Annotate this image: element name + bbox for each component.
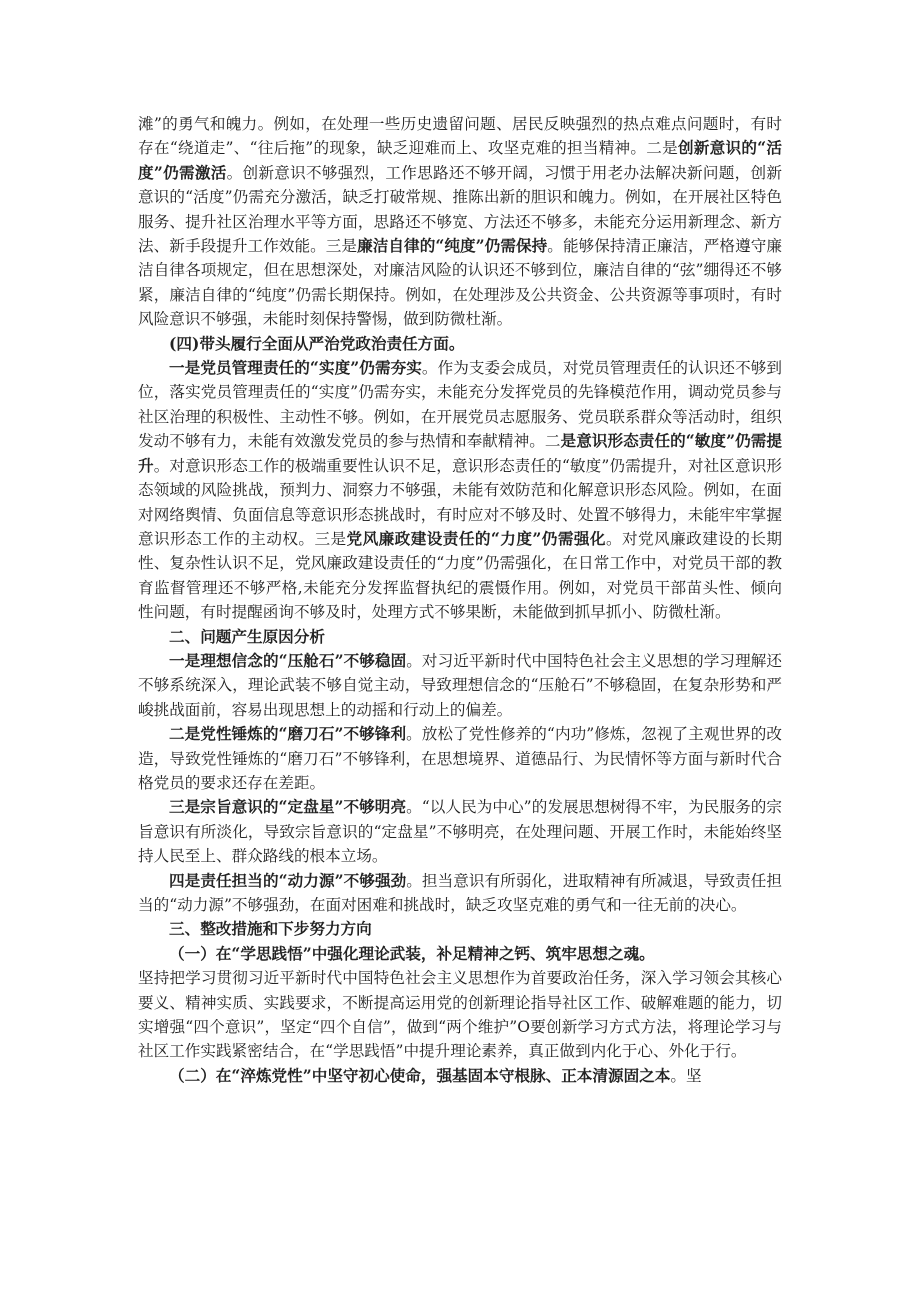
bold-text: 创新意识的“活度”仍需激活 [138, 138, 782, 182]
text-run: 坚持把学习贯彻习近平新时代中国特色社会主义思想作为首要政治任务，深入学习领会其核心要义、精神实质、实践要求，不断提高运用党的创新理论指导社区工作、破解难题的能力，切实增强“四个意识”，坚定“四个自信”，做到“两个维护”O要创新学习方式方法，将理论学习与社区工作实践紧密结合，在“学思践悟”中提升理论素养，真正做到内化于心、外化于行。 [138, 969, 782, 1061]
body-paragraph [138, 112, 782, 332]
text-run: 。对习近平新时代中国特色社会主义思想的学习理解还不够系统深入，理论武装不够自觉主动，导致理想信念的“压舱石”不够稳固，在复杂形势和严峻挑战面前，容易出现思想上的动摇和行动上的偏差。 [138, 651, 782, 719]
text-run: 。担当意识有所弱化，进取精神有所减退，导致责任担当的“动力源”不够强劲，在面对困难和挑战时，缺乏攻坚克难的勇气和一往无前的决心。 [138, 871, 782, 914]
body-paragraph [138, 966, 782, 1064]
text-run: (四)带头履行全面从严治党政治责任方面。 [169, 333, 465, 353]
subsection-heading [138, 332, 782, 356]
text-run: 。对意识形态工作的极端重要性认识不足，意识形态责任的“敏度”仍需提升，对社区意识形态领域的风险挑战，预判力、洞察力不够强，未能有效防范和化解意识形态风险。例如，在面对网络舆情、负面信息等意识形态挑战时，有时应对不够及时、处置不够得力，未能牢牢掌握意识形态工作的主动权。三是 [138, 456, 782, 548]
text-run: 。放松了党性修养的“内功”修炼，忽视了主观世界的改造，导致党性锤炼的“磨刀石”不够锋利，在思想境界、道德品行、为民情怀等方面与新时代合格党员的要求还存在差距。 [138, 725, 782, 792]
bold-text: 三是宗旨意识的“定盘星”不够明亮 [169, 797, 407, 817]
text-run: （一）在“学思践悟”中强化理论武装，补足精神之钙、筑牢思想之魂。 [169, 943, 655, 963]
bold-text: 是意识形态责任的“敏度”仍需提升 [138, 431, 782, 475]
text-run: 。作为支委会成员，对党员管理责任的认识还不够到位，落实党员管理责任的“实度”仍需夯实，未能充分发挥党员的先锋模范作用，调动党员参与社区治理的积极性、主动性不够。例如，在开展党员志愿服务、党员联系群众等活动时，组织发动不够有力，未能有效激发党员的参与热情和奉献精神。二 [138, 359, 782, 451]
body-paragraph [138, 1064, 782, 1088]
bold-text: 二是党性锤炼的“磨刀石”不够锋利 [169, 724, 407, 744]
bold-text: 四是责任担当的“动力源”不够强劲 [169, 870, 407, 890]
bold-text: 廉洁自律的“纯度”仍需保持 [357, 236, 548, 256]
bold-text: 一是党员管理责任的“实度”仍需夯实 [169, 358, 422, 378]
document-page [138, 112, 782, 1088]
section-heading [138, 917, 782, 941]
body-paragraph [138, 649, 782, 722]
text-run: 滩”的勇气和魄力。例如，在处理一些历史遗留问题、居民反映强烈的热点难点问题时，有时存在“绕道走”、“往后拖”的现象，缺乏迎难而上、攻坚克难的担当精神。二是 [138, 115, 782, 158]
text-run: 。能够保持清正廉洁，严格遵守廉洁自律各项规定，但在思想深处，对廉洁风险的认识还不够到位，廉洁自律的“弦”绷得还不够紧，廉洁自律的“纯度”仍需长期保持。例如，在处理涉及公共资金、公共资源等事项时，有时风险意识不够强，未能时刻保持警惕，做到防微杜渐。 [138, 237, 782, 329]
body-paragraph [138, 869, 782, 918]
text-run: 。“以人民为中心”的发展思想树得不牢，为民服务的宗旨意识有所淡化，导致宗旨意识的“定盘星”不够明亮，在处理问题、开展工作时，未能始终坚持人民至上、群众路线的根本立场。 [138, 798, 782, 866]
body-paragraph [138, 795, 782, 868]
subsection-heading [138, 942, 782, 966]
text-run: 二、问题产生原因分析 [169, 626, 325, 646]
bold-text: 一是理想信念的“压舱石”不够稳固 [169, 650, 407, 670]
body-paragraph [138, 356, 782, 624]
bold-text: （二）在“淬炼党性”中坚守初心使命，强基固本守根脉、正本清源固之本 [169, 1065, 671, 1085]
body-paragraph [138, 722, 782, 795]
text-run: 。对党风廉政建设的长期性、复杂性认识不足，党风廉政建设责任的“力度”仍需强化，在日常工作中，对党员干部的教育监督管理还不够严格,未能充分发挥监督执纪的震慑作用。例如，对党员干部苗头性、倾向性问题，有时提醒函询不够及时，处理方式不够果断，未能做到抓早抓小、防微杜渐。 [138, 529, 782, 622]
section-heading [138, 625, 782, 649]
text-run: 三、整改措施和下步努力方向 [169, 919, 372, 939]
text-run: 。创新意识不够强烈，工作思路还不够开阔，习惯于用老办法解决新问题，创新意识的“活度”仍需充分激活，缺乏打破常规、推陈出新的胆识和魄力。例如，在开展社区特色服务、提升社区治理水平等方面，思路还不够宽、方法还不够多，未能充分运用新理念、新方法、新手段提升工作效能。三是 [138, 163, 782, 256]
bold-text: 党风廉政建设责任的“力度”仍需强化 [346, 528, 606, 548]
text-run: 。坚 [670, 1066, 702, 1085]
